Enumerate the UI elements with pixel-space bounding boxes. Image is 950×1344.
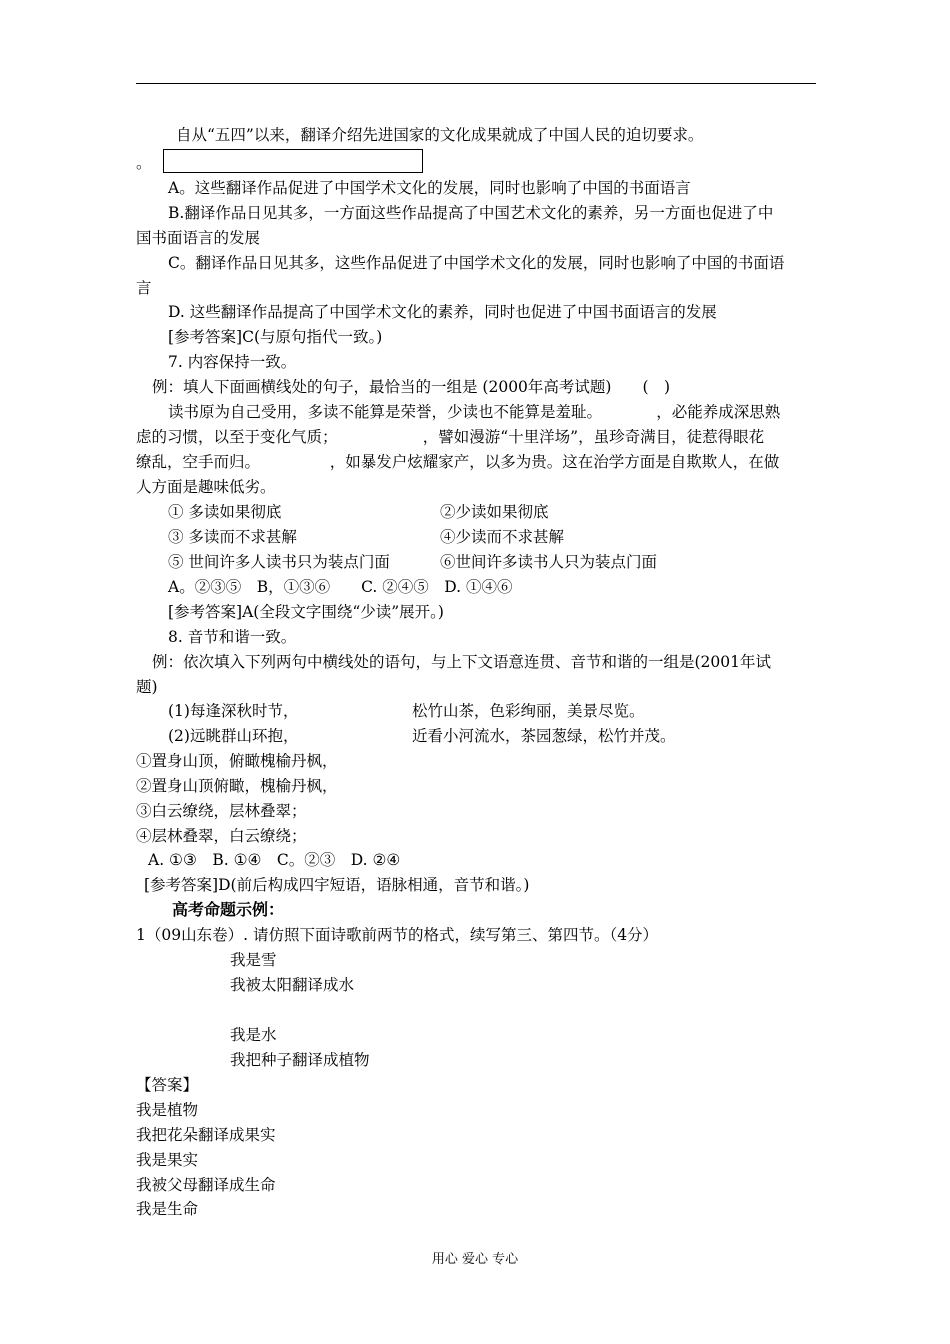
poem-line: 我是水 [230, 1026, 277, 1044]
option-a: A。这些翻译作品促进了中国学术文化的发展，同时也影响了中国的书面语言 [168, 179, 691, 197]
section-heading: 7. 内容保持一致。 [168, 353, 297, 371]
choice-item: ③ 多读而不求甚解 [168, 528, 297, 546]
choice-item: ①置身山顶，俯瞰槐榆丹枫， [136, 752, 338, 770]
answer-line: 我是果实 [136, 1151, 199, 1169]
choice-item: ④层林叠翠，白云缭绕； [136, 827, 307, 845]
answer-line: 我被父母翻译成生命 [136, 1176, 276, 1194]
answer-line: 我是植物 [136, 1101, 199, 1119]
reference-answer: [参考答案]A(全段文字围绕“少读”展开。) [168, 603, 444, 621]
choice-item: ②置身山顶俯瞰，槐榆丹枫， [136, 777, 338, 795]
text-line: 近看小河流水，茶园葱绿，松竹并茂。 [412, 727, 676, 745]
text-line: 缭乱，空手而归。 ，如暴发户炫耀家产，以多为贵。这在治学方面是自欺欺人，在做 [136, 453, 780, 471]
choice-item: ⑥世间许多读书人只为装点门面 [440, 553, 658, 571]
header-rule [136, 83, 816, 84]
choice-item: ④少读而不求甚解 [440, 528, 565, 546]
option-d: D. 这些翻译作品提高了中国学术文化的素养，同时也促进了中国书面语言的发展 [168, 303, 717, 321]
text-line: 人方面是趣味低劣。 [136, 478, 276, 496]
poem-line: 我被太阳翻译成水 [230, 976, 355, 994]
text-line: 言 [136, 279, 152, 297]
choice-item: ① 多读如果彻底 [168, 503, 282, 521]
text-line: 虑的习惯，以至于变化气质； ，譬如漫游“十里洋场”，虽珍奇满目，徒惹得眼花 [136, 428, 765, 446]
poem-line: 我把种子翻译成植物 [230, 1051, 370, 1069]
text-line: 例：依次填入下列两句中横线处的语句，与上下文语意连贯、音节和谐的一组是(2001年试 [152, 653, 771, 671]
page-footer: 用心 爱心 专心 [431, 1252, 519, 1267]
option-c: C。翻译作品日见其多，这些作品促进了中国学术文化的发展，同时也影响了中国的书面语 [168, 254, 785, 272]
text-line: 。 [136, 154, 152, 172]
text-line: (1)每逢深秋时节， [168, 702, 299, 720]
text-line: (2)远眺群山环抱， [168, 727, 299, 745]
answer-options: A。②③⑤ B，①③⑥ C. ②④⑤ D. ①④⑥ [168, 578, 513, 596]
text-line: 读书原为自己受用，多读不能算是荣誉，少读也不能算是羞耻。 ，必能养成深思熟 [168, 403, 781, 421]
section-heading: 8. 音节和谐一致。 [168, 628, 297, 646]
answer-line: 我是生命 [136, 1200, 199, 1218]
text-line: 国书面语言的发展 [136, 229, 261, 247]
choice-item: ⑤ 世间许多人读书只为装点门面 [168, 553, 390, 571]
poem-line: 我是雪 [230, 951, 277, 969]
text-line: 题) [136, 678, 158, 696]
answer-label: 【答案】 [136, 1076, 199, 1094]
text-line: 松竹山茶，色彩绚丽，美景尽览。 [412, 702, 645, 720]
answer-blank-box [163, 149, 423, 173]
section-title: 高考命题示例： [172, 900, 285, 919]
answer-options: A. ①③ B. ①④ C。②③ D. ②④ [148, 851, 401, 869]
choice-item: ③白云缭绕，层林叠翠； [136, 802, 307, 820]
reference-answer: [参考答案]D(前后构成四宇短语，语脉相通，音节和谐。) [144, 876, 530, 894]
reference-answer: [参考答案]C(与原句指代一致。) [168, 328, 383, 346]
text-line: 自从“五四”以来，翻译介绍先进国家的文化成果就成了中国人民的迫切要求。 [176, 126, 704, 144]
choice-item: ②少读如果彻底 [440, 503, 549, 521]
option-b: B.翻译作品日见其多，一方面这些作品提高了中国艺术文化的素养，另一方面也促进了中 [168, 204, 774, 222]
answer-line: 我把花朵翻译成果实 [136, 1126, 276, 1144]
text-line: 例：填人下面画横线处的句子，最恰当的一组是 (2000年高考试题) ( ) [152, 378, 671, 396]
question-line: 1（09山东卷）. 请仿照下面诗歌前两节的格式，续写第三、第四节。（4分） [136, 926, 659, 944]
